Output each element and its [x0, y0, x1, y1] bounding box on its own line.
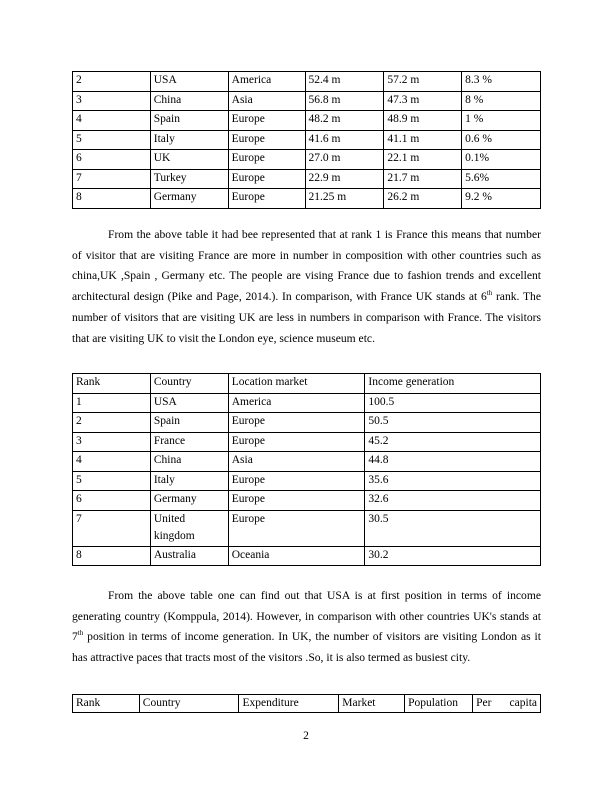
table-cell: Europe	[228, 471, 365, 491]
table-row	[73, 546, 541, 566]
table-cell: Italy	[150, 471, 228, 491]
visitor-arrivals-table	[72, 71, 541, 209]
header-country: Country	[139, 695, 239, 713]
table-cell: UK	[150, 150, 228, 170]
table-row	[73, 91, 541, 111]
table-row	[73, 510, 541, 546]
header-rank: Rank	[73, 695, 140, 713]
table-row	[73, 169, 541, 189]
table-cell: France	[150, 432, 228, 452]
paragraph-2-ordinal-suffix: th	[77, 629, 84, 638]
table-cell: America	[228, 393, 365, 413]
table-cell: 1 %	[462, 111, 541, 131]
table-cell: China	[150, 91, 228, 111]
table-cell: Australia	[150, 546, 228, 566]
page-number: 2	[303, 730, 309, 742]
table-cell: Europe	[228, 413, 365, 433]
table-cell: Germany	[150, 491, 228, 511]
table-cell: Germany	[150, 189, 228, 209]
table-cell: 41.6 m	[305, 130, 384, 150]
table-cell: 6	[73, 491, 151, 511]
table-cell: 0.1%	[462, 150, 541, 170]
header-rank: Rank	[73, 374, 151, 394]
table-cell: 30.5	[365, 510, 541, 546]
table-cell: United kingdom	[150, 510, 228, 546]
table-cell: Italy	[150, 130, 228, 150]
header-expenditure: Expenditure	[239, 695, 339, 713]
table-cell: 100.5	[365, 393, 541, 413]
table-cell: 50.5	[365, 413, 541, 433]
table-cell: 3	[73, 91, 151, 111]
paragraph-2-text-b: position in terms of income generation. In UK, the number of visitors are visiting London as it has attractive paces that tracts most of the visitors .So, it is also termed as busiest city.	[72, 630, 541, 665]
table-cell: 57.2 m	[384, 72, 462, 92]
table-cell: 8 %	[462, 91, 541, 111]
table-cell: 32.6	[365, 491, 541, 511]
table-cell: Asia	[228, 91, 305, 111]
table-cell: Spain	[150, 413, 228, 433]
table-cell: 6	[73, 150, 151, 170]
paragraph-2-text-a: From the above table one can find out that USA is at first position in terms of income generating country (Komppula, 2014). However, in comparison with other countries UK's stands at 7	[72, 589, 541, 644]
table-cell: 22.1 m	[384, 150, 462, 170]
table-cell: 35.6	[365, 471, 541, 491]
table-cell: 56.8 m	[305, 91, 384, 111]
table-row	[73, 471, 541, 491]
table-cell: USA	[150, 72, 228, 92]
header-country: Country	[150, 374, 228, 394]
table-header-row	[73, 695, 541, 713]
table-cell: 2	[73, 413, 151, 433]
table-cell: Europe	[228, 111, 305, 131]
table-row	[73, 150, 541, 170]
table-cell: 1	[73, 393, 151, 413]
table-cell: Europe	[228, 130, 305, 150]
table-row	[73, 111, 541, 131]
header-population: Population	[405, 695, 473, 713]
table-cell: China	[150, 452, 228, 472]
table-row	[73, 452, 541, 472]
table-header-row	[73, 374, 541, 394]
header-per-capita	[473, 695, 541, 713]
table-cell: Europe	[228, 491, 365, 511]
table-cell: Europe	[228, 169, 305, 189]
table-cell: 48.9 m	[384, 111, 462, 131]
table-cell: 4	[73, 111, 151, 131]
table-cell: 5	[73, 471, 151, 491]
table-row	[73, 491, 541, 511]
table-cell: 7	[73, 510, 151, 546]
table-cell: 47.3 m	[384, 91, 462, 111]
table-cell: 41.1 m	[384, 130, 462, 150]
header-location-market: Location market	[228, 374, 365, 394]
table-row	[73, 130, 541, 150]
table-cell: 8.3 %	[462, 72, 541, 92]
table-cell: 44.8	[365, 452, 541, 472]
table-cell: USA	[150, 393, 228, 413]
header-income-generation: Income generation	[365, 374, 541, 394]
table-cell: Spain	[150, 111, 228, 131]
table-cell: 8	[73, 189, 151, 209]
table-cell: Europe	[228, 432, 365, 452]
table-cell: 22.9 m	[305, 169, 384, 189]
table-cell: Oceania	[228, 546, 365, 566]
table-cell: Europe	[228, 510, 365, 546]
expenditure-table	[72, 694, 541, 713]
table-cell: Europe	[228, 189, 305, 209]
table-cell: 0.6 %	[462, 130, 541, 150]
table-cell: 7	[73, 169, 151, 189]
table-cell: 21.25 m	[305, 189, 384, 209]
table-cell: America	[228, 72, 305, 92]
table-cell: 2	[73, 72, 151, 92]
header-market: Market	[339, 695, 405, 713]
table-cell: 5	[73, 130, 151, 150]
paragraph-1-text-b: rank. The number of visitors that are visiting UK are less in numbers in comparison with France. The visitors that are visiting UK to visit the London eye, science museum etc.	[72, 290, 541, 345]
table-cell: 30.2	[365, 546, 541, 566]
table-cell: 45.2	[365, 432, 541, 452]
table-cell: 21.7 m	[384, 169, 462, 189]
table-cell: 52.4 m	[305, 72, 384, 92]
table-cell: Turkey	[150, 169, 228, 189]
table-cell: 26.2 m	[384, 189, 462, 209]
analysis-paragraph-2	[72, 586, 541, 669]
paragraph-1-ordinal-suffix: th	[486, 289, 493, 298]
table-row	[73, 413, 541, 433]
table-row	[73, 393, 541, 413]
income-generation-table	[72, 373, 541, 566]
table-cell: 4	[73, 452, 151, 472]
table-row	[73, 72, 541, 92]
table-cell: 8	[73, 546, 151, 566]
table-cell: Europe	[228, 150, 305, 170]
table-cell: 3	[73, 432, 151, 452]
table-row	[73, 189, 541, 209]
table-cell: 27.0 m	[305, 150, 384, 170]
table-cell: 48.2 m	[305, 111, 384, 131]
table-row	[73, 432, 541, 452]
table-cell: 5.6%	[462, 169, 541, 189]
header-per: Per	[476, 697, 492, 709]
table-cell: 9.2 %	[462, 189, 541, 209]
analysis-paragraph-1	[72, 225, 541, 349]
table-cell: Asia	[228, 452, 365, 472]
header-capita: capita	[509, 697, 537, 709]
paragraph-1-text-a: From the above table it had bee represented that at rank 1 is France this means that number of visitor that are visiting France are more in number in composition with other countries such as china,UK ,Spain , Germany etc. The people are vising France due to fashion trends and excellent architectural design (Pike and Page, 2014.). In comparison, with France UK stands at 6	[72, 228, 541, 304]
